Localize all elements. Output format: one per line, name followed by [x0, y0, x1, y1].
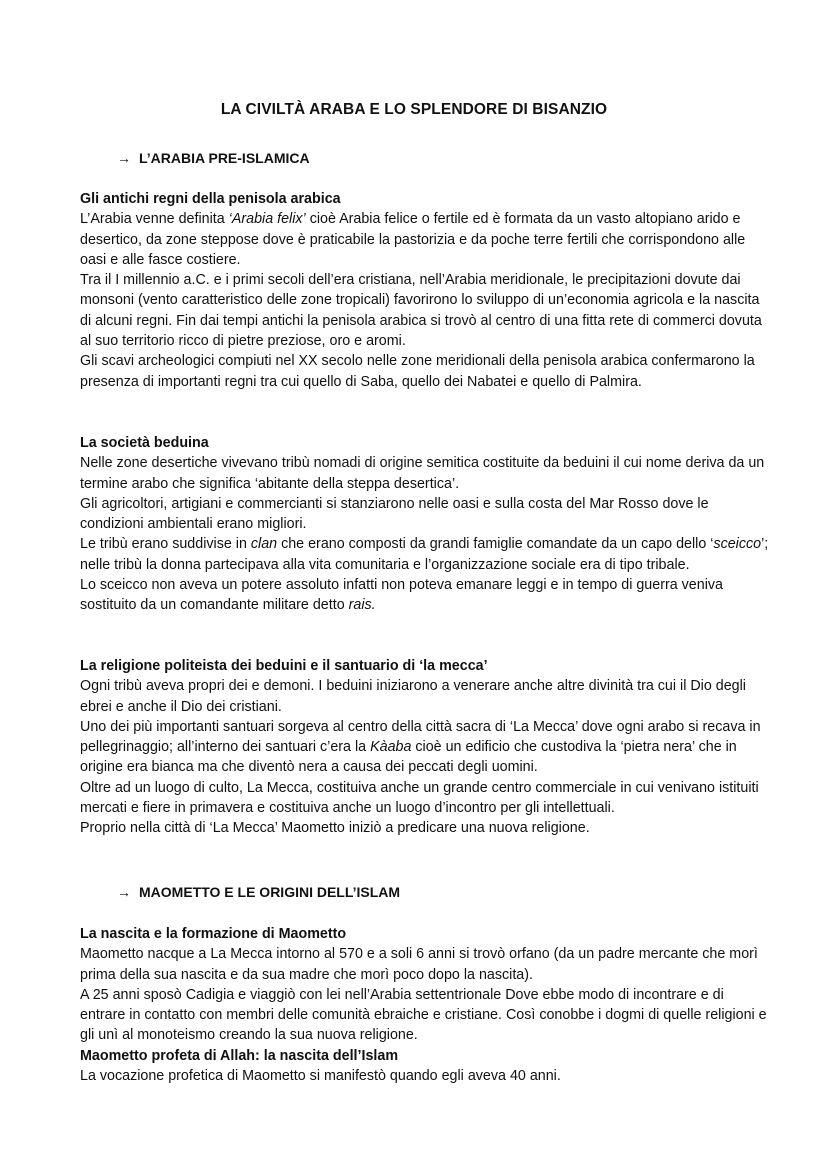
text-run: L’Arabia venne definita [80, 211, 229, 228]
subsection-heading: La religione politeista dei beduini e il santuario di ‘la mecca’ [80, 658, 488, 674]
paragraph [80, 209, 770, 270]
subsection-heading: La nascita e la formazione di Maometto [80, 926, 347, 942]
paragraph: Oltre ad un luogo di culto, La Mecca, costituiva anche un grande centro commerciale in cui venivano istituiti mercati e fiere in primavera e costituiva anche un luogo d’incontro per gli intellettuali. [80, 779, 759, 817]
page-title: LA CIVILTÀ ARABA E LO SPLENDORE DI BISANZIO [220, 101, 608, 118]
paragraph: Ogni tribù aveva propri dei e demoni. I beduini iniziarono a venerare anche altre divinità tra cui il Dio degli ebrei e anche il Dio dei cristiani. [80, 678, 746, 715]
paragraph: La vocazione profetica di Maometto si manifestò quando egli aveva 40 anni. [80, 1068, 561, 1085]
paragraph: A 25 anni sposò Cadigia e viaggiò con lei nell’Arabia settentrionale Dove ebbe modo di incontrare e di entrare in contatto con membri delle comunità ebraiche e cristiane. Così conobbe i dogmi di quelle religioni e gli unì al monoteismo creando la sua nuova religione. [80, 986, 767, 1044]
italic-term: rais. [348, 597, 376, 614]
text-run: cioè un edificio che custodiva la ‘pietra nera’ che in origine era bianca ma che diventò nera a causa dei peccati degli uomini. [80, 739, 737, 776]
subsection-heading: La società beduina [80, 435, 209, 451]
paragraph: Nelle zone desertiche vivevano tribù nomadi di origine semitica costituite da beduini il cui nome deriva da un termine arabo che significa ‘abitante della steppa desertica’. [80, 455, 765, 492]
italic-term: clan [250, 536, 278, 553]
text-run: che erano composti da grandi famiglie comandate da un capo dello ‘ [277, 536, 714, 553]
paragraph: Gli agricoltori, artigiani e commercianti si stanziarono nelle oasi e sulla costa del Mar Rosso dove le condizioni ambientali erano migliori. [80, 495, 709, 533]
subsection-religione-politeista [80, 656, 770, 839]
section-heading-arabia-preislamica [117, 150, 310, 166]
subsection-heading: Maometto profeta di Allah: la nascita dell’Islam [80, 1047, 399, 1064]
paragraph [80, 534, 770, 575]
text-run: cioè Arabia felice o fertile ed è formata da un vasto altopiano arido e desertico, da zone steppose dove è praticabile la pastorizia e da poche terre fertili che corrispondono alle oasi e alle fasce costiere. [80, 211, 746, 268]
section-label: MAOMETTO E LE ORIGINI DELL’ISLAM [139, 884, 401, 900]
subsection-antichi-regni [80, 189, 770, 392]
paragraph: Maometto nacque a La Mecca intorno al 570 e a soli 6 anni si trovò orfano (da un padre mercante che morì prima della sua nascita e da sua madre che morì poco dopo la nascita). [80, 946, 758, 983]
italic-term: Kàaba [370, 739, 412, 756]
text-run: ’; nelle tribù la donna partecipava alla vita comunitaria e l’organizzazione sociale era di tipo tribale. [80, 536, 769, 573]
paragraph [80, 717, 770, 778]
paragraph: Gli scavi archeologici compiuti nel XX secolo nelle zone meridionali della penisola arabica confermarono la presenza di importanti regni tra cui quello di Saba, quello dei Nabatei e quello di Palmira. [80, 353, 755, 390]
italic-term: ‘Arabia felix’ [228, 211, 306, 228]
section-heading-maometto [117, 884, 400, 900]
subsection-societa-beduina [80, 433, 770, 616]
subsection-heading: Gli antichi regni della penisola arabica [80, 191, 341, 207]
section-label: L’ARABIA PRE-ISLAMICA [139, 150, 310, 166]
text-run: Le tribù erano suddivise in [80, 536, 251, 553]
paragraph [80, 575, 770, 616]
text-run: Uno dei più importanti santuari sorgeva al centro della città sacra di ‘La Mecca’ dove ogni arabo si recava in pellegrinaggio; all’interno dei santuari c’era la [80, 718, 761, 756]
arrow-icon: → [117, 884, 131, 900]
paragraph: Tra il I millennio a.C. e i primi secoli dell’era cristiana, nell’Arabia meridionale, le precipitazioni dovute dai monsoni (vento caratteristico delle zone tropicali) favorirono lo sviluppo di un’economia agricola e la nascita di alcuni regni. Fin dai tempi antichi la penisola arabica si trovò al centro di una fitta rete di commerci dovuta al suo territorio ricco di pietre preziose, oro e aromi. [80, 272, 762, 350]
subsection-nascita-maometto [80, 924, 770, 1086]
arrow-icon: → [117, 150, 131, 166]
paragraph: Proprio nella città di ‘La Mecca’ Maometto iniziò a predicare una nuova religione. [80, 820, 590, 837]
text-run: Lo sceicco non aveva un potere assoluto infatti non poteva emanare leggi e in tempo di guerra veniva sostituito da un comandante militare detto [80, 577, 723, 614]
italic-term: sceicco [713, 536, 762, 553]
